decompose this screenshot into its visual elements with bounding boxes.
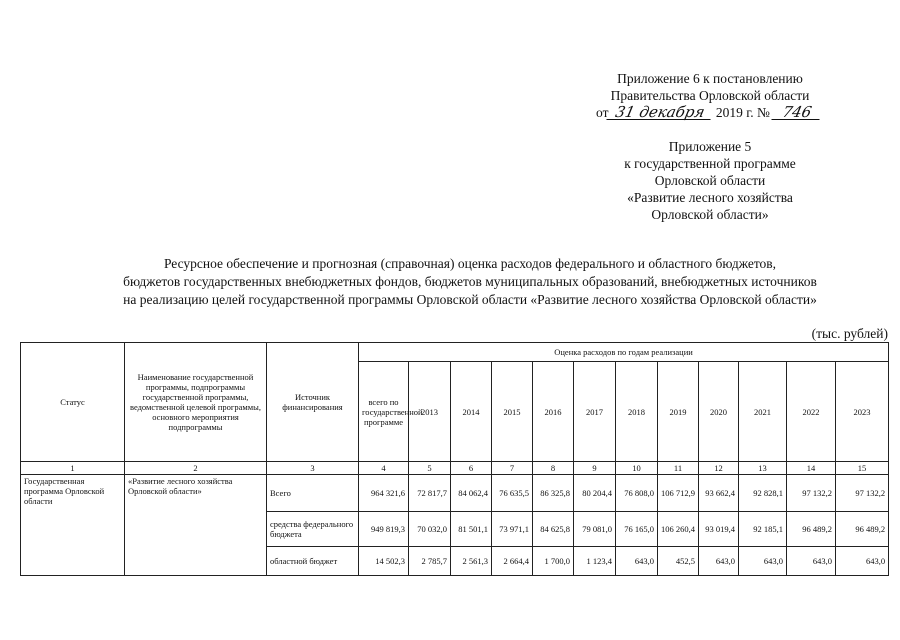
header-year: 2018 [616,362,658,462]
year-value: 81 501,1 [451,512,492,547]
appendix-6-block [560,70,860,121]
total-value: 964 321,6 [359,475,409,512]
header-source: Источник финансирования [267,343,359,462]
header-total: всего по государственной программе [359,362,409,462]
column-number: 10 [616,462,658,475]
year-value: 79 081,0 [574,512,616,547]
budget-table [20,342,889,576]
column-number: 1 [21,462,125,475]
total-value: 14 502,3 [359,547,409,576]
appendix-5-line: Приложение 5 [668,139,752,154]
year-value: 76 165,0 [616,512,658,547]
year-value: 84 625,8 [533,512,574,547]
column-number: 8 [533,462,574,475]
year-value: 1 700,0 [533,547,574,576]
column-number: 12 [699,462,739,475]
appendix-6-line2: Правительства Орловской области [610,88,810,103]
appendix-5-block [560,138,860,223]
year-value: 92 828,1 [739,475,787,512]
funding-source: областной бюджет [267,547,359,576]
title-line: бюджетов государственных внебюджетных фондов, бюджетов муниципальных образований, внебюджетных источников [123,274,817,289]
column-number: 9 [574,462,616,475]
column-number-row [21,462,889,475]
handwritten-number: 746 [772,105,823,120]
column-number: 11 [658,462,699,475]
year-value: 93 662,4 [699,475,739,512]
year-value: 70 032,0 [409,512,451,547]
year-value: 76 808,0 [616,475,658,512]
column-number: 3 [267,462,359,475]
year-value: 72 817,7 [409,475,451,512]
funding-source: Всего [267,475,359,512]
year-value: 80 204,4 [574,475,616,512]
year-value: 2 664,4 [492,547,533,576]
column-number: 7 [492,462,533,475]
column-number: 5 [409,462,451,475]
header-estimate-group: Оценка расходов по годам реализации [359,343,889,362]
header-year: 2015 [492,362,533,462]
year-value: 643,0 [699,547,739,576]
header-year: 2013 [409,362,451,462]
header-status: Статус [21,343,125,462]
header-year: 2020 [699,362,739,462]
column-number: 14 [787,462,836,475]
year-value: 643,0 [787,547,836,576]
handwritten-date: 31 декабря [607,105,714,120]
year-value: 73 971,1 [492,512,533,547]
year-value: 97 132,2 [836,475,889,512]
year-value: 96 489,2 [787,512,836,547]
column-number: 6 [451,462,492,475]
header-year: 2014 [451,362,492,462]
units-label: (тыс. рублей) [811,326,888,341]
year-value: 76 635,5 [492,475,533,512]
title-line: Ресурсное обеспечение и прогнозная (справочная) оценка расходов федерального и областного бюджетов, [163,256,777,271]
year-value: 2 561,3 [451,547,492,576]
date-prefix: от [596,105,609,120]
decree-year: 2019 г. № [715,105,770,120]
header-name: Наименование государственной программы, подпрограммы государственной программы, ведомственной целевой программы, основного мероприятия подпрограммы [125,343,267,462]
table-body [21,475,889,576]
year-value: 84 062,4 [451,475,492,512]
header-year: 2021 [739,362,787,462]
year-value: 106 712,9 [658,475,699,512]
year-value: 93 019,4 [699,512,739,547]
column-number: 2 [125,462,267,475]
column-number: 15 [836,462,889,475]
appendix-5-line: «Развитие лесного хозяйства [627,190,793,205]
year-value: 452,5 [658,547,699,576]
total-value: 949 819,3 [359,512,409,547]
appendix-5-line: Орловской области» [651,207,769,222]
year-value: 92 185,1 [739,512,787,547]
appendix-6-line1: Приложение 6 к постановлению [617,71,803,86]
appendix-5-line: к государственной программе [624,156,796,171]
header-year: 2022 [787,362,836,462]
year-value: 1 123,4 [574,547,616,576]
year-value: 643,0 [616,547,658,576]
program-status: Государственная программа Орловской области [21,475,125,576]
funding-source: средства федерального бюджета [267,512,359,547]
appendix-5-line: Орловской области [654,173,766,188]
title-line: на реализацию целей государственной программы Орловской области «Развитие лесного хозяйства Орловской области» [123,292,817,307]
year-value: 643,0 [739,547,787,576]
table-row [21,475,889,512]
year-value: 106 260,4 [658,512,699,547]
header-year: 2019 [658,362,699,462]
appendix-6-date-line [560,104,860,121]
year-value: 97 132,2 [787,475,836,512]
header-year: 2023 [836,362,889,462]
column-number: 4 [359,462,409,475]
document-title [40,255,900,309]
program-name: «Развитие лесного хозяйства Орловской области» [125,475,267,576]
header-year: 2017 [574,362,616,462]
header-year: 2016 [533,362,574,462]
year-value: 96 489,2 [836,512,889,547]
header-row-group [21,343,889,362]
column-number: 13 [739,462,787,475]
year-value: 2 785,7 [409,547,451,576]
year-value: 643,0 [836,547,889,576]
year-value: 86 325,8 [533,475,574,512]
